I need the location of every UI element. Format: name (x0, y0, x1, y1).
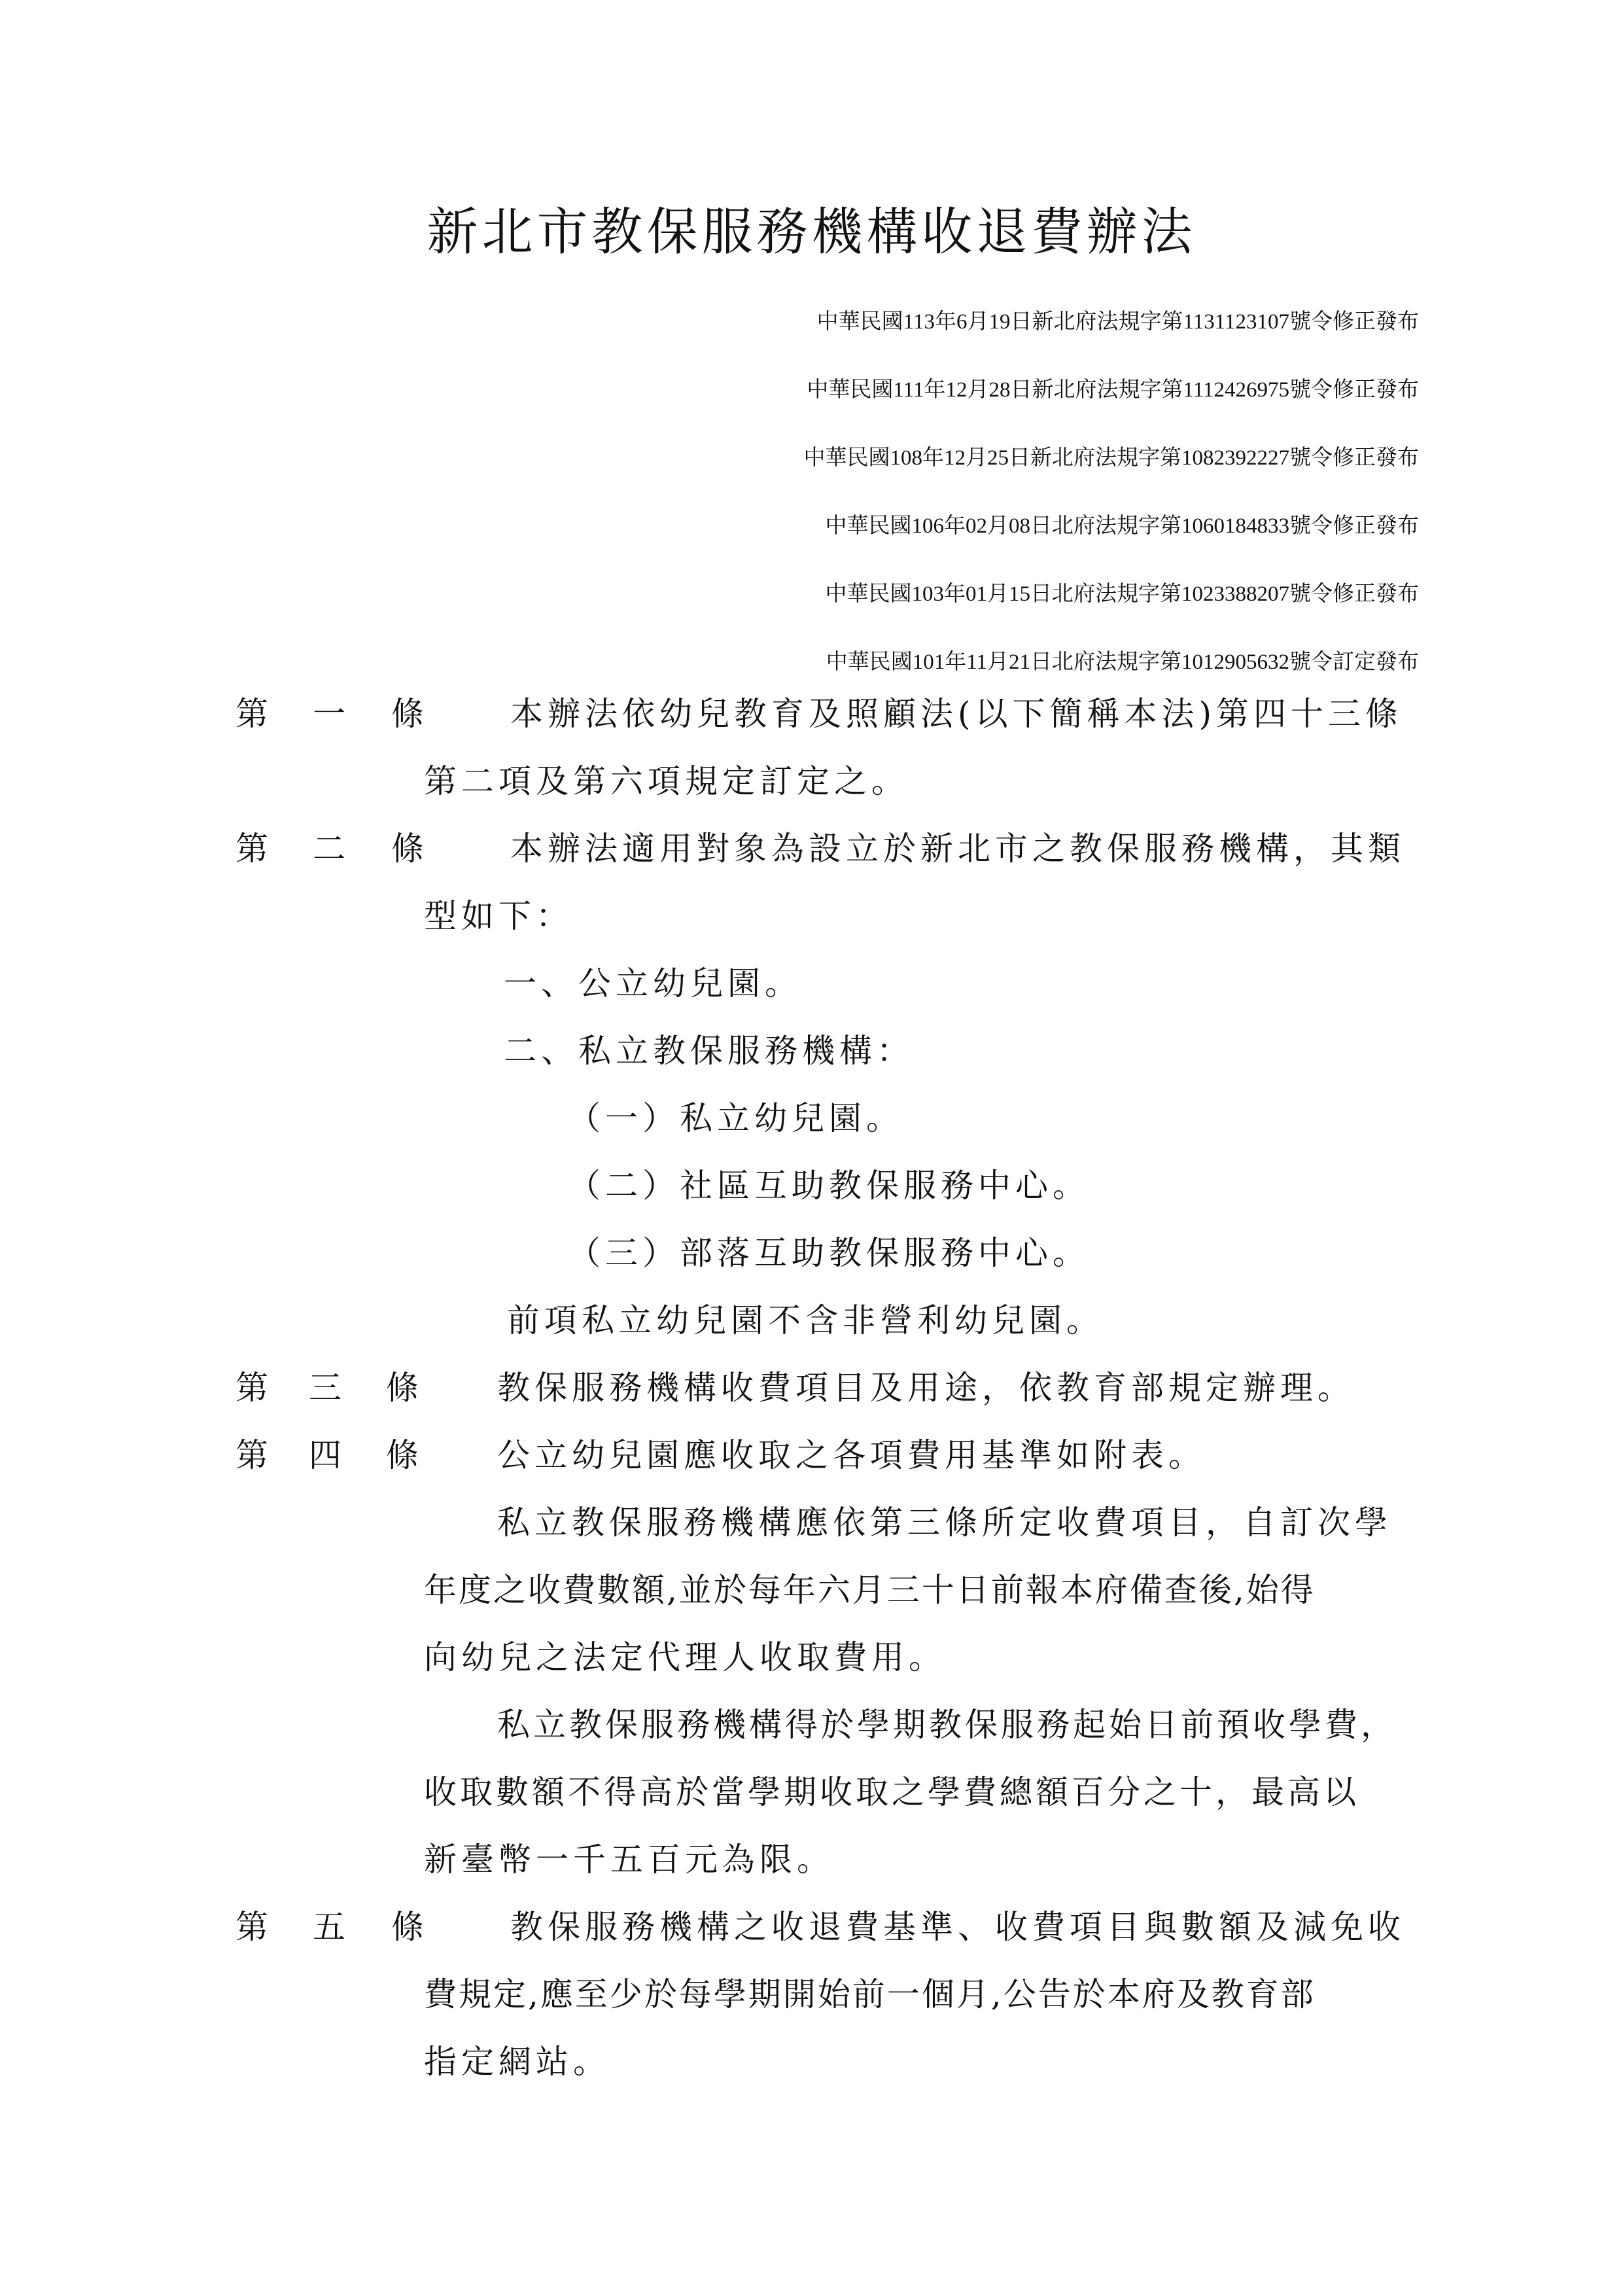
article-text: 公立幼兒園應收取之各項費用基準如附表。 (497, 1436, 1206, 1474)
article-label-num: 四 (309, 1436, 346, 1474)
article-text: 指定網站。 (424, 2043, 610, 2081)
article-label-di: 第 (236, 1908, 273, 1946)
article-label-di: 第 (236, 695, 273, 733)
article-text: 第二項及第六項規定訂定之。 (424, 762, 909, 800)
article-text: 型如下： (424, 897, 573, 935)
article-text: 收取數額不得高於當學期收取之學費總額百分之十，最高以 (424, 1773, 1359, 1811)
list-item: 二、私立教保服務機構： (504, 1032, 914, 1070)
article-label-num: 五 (313, 1908, 350, 1946)
list-item: 一、公立幼兒園。 (504, 964, 802, 1002)
article-label-num: 三 (309, 1369, 346, 1407)
article-text: 新臺幣一千五百元為限。 (424, 1841, 834, 1879)
article-text: 年度之收費數額,並於每年六月三十日前報本府備查後,始得 (424, 1571, 1316, 1609)
sub-list-item: （一）私立幼兒園。 (568, 1099, 903, 1137)
amendment-history (438, 288, 1419, 696)
document-title: 新北市教保服務機構收退費辦法 (427, 203, 1196, 262)
article-2-note (0, 1287, 1623, 1354)
article-2-item (0, 950, 1623, 1017)
article-label-tiao: 條 (386, 1436, 423, 1474)
article-4-para2 (0, 1489, 1623, 1557)
article-2-line (0, 815, 1623, 883)
article-2-item (0, 1017, 1623, 1085)
article-label-di: 第 (236, 1436, 273, 1474)
article-5-line (0, 1894, 1623, 1961)
article-1-line (0, 748, 1623, 815)
article-text: 教保服務機構收費項目及用途，依教育部規定辦理。 (497, 1369, 1355, 1407)
article-text: 私立教保服務機構得於學期教保服務起始日前預收學費， (497, 1706, 1397, 1744)
article-label-num: 一 (313, 695, 350, 733)
article-label-tiao: 條 (386, 1369, 423, 1407)
amendment-line: 中華民國106年02月08日北府法規字第1060184833號令修正發布 (825, 514, 1419, 538)
sub-list-item: （三）部落互助教保服務中心。 (568, 1234, 1090, 1272)
article-label-tiao: 條 (391, 695, 428, 733)
article-4-line (0, 1422, 1623, 1489)
article-label-num: 二 (313, 830, 350, 868)
article-4-para2 (0, 1624, 1623, 1691)
sub-list-item: （二）社區互助教保服務中心。 (568, 1167, 1090, 1205)
article-label-tiao: 條 (391, 830, 428, 868)
article-4-para3 (0, 1759, 1623, 1826)
article-text: 向幼兒之法定代理人收取費用。 (424, 1638, 946, 1676)
article-text: 本辦法適用對象為設立於新北市之教保服務機構，其類 (510, 830, 1405, 868)
article-label-tiao: 條 (391, 1908, 428, 1946)
article-2-subitem (0, 1152, 1623, 1220)
article-1-line (0, 680, 1623, 748)
article-3-line (0, 1354, 1623, 1422)
article-label-di: 第 (236, 830, 273, 868)
amendment-line: 中華民國111年12月28日新北府法規字第1112426975號令修正發布 (807, 378, 1419, 402)
article-5-line (0, 2028, 1623, 2096)
article-note: 前項私立幼兒園不含非營利幼兒園。 (507, 1301, 1104, 1339)
article-text: 私立教保服務機構應依第三條所定收費項目，自訂次學 (497, 1504, 1392, 1542)
article-label-di: 第 (236, 1369, 273, 1407)
article-2-subitem (0, 1220, 1623, 1287)
article-5-line (0, 1961, 1623, 2028)
article-text: 費規定,應至少於每學期開始前一個月,公告於本府及教育部 (424, 1975, 1316, 2013)
amendment-line: 中華民國108年12月25日新北府法規字第1082392227號令修正發布 (803, 446, 1419, 470)
article-4-para3 (0, 1826, 1623, 1894)
article-4-para2 (0, 1557, 1623, 1624)
article-text: 本辦法依幼兒教育及照顧法(以下簡稱本法)第四十三條 (510, 695, 1403, 733)
amendment-line: 中華民國101年11月21日北府法規字第1012905632號令訂定發布 (826, 650, 1419, 674)
article-4-para3 (0, 1691, 1623, 1759)
article-2-subitem (0, 1085, 1623, 1152)
article-text: 教保服務機構之收退費基準、收費項目與數額及減免收 (510, 1908, 1405, 1946)
articles (0, 680, 1623, 2096)
amendment-line: 中華民國113年6月19日新北府法規字第1131123107號令修正發布 (816, 310, 1419, 334)
amendment-line: 中華民國103年01月15日北府法規字第1023388207號令修正發布 (825, 582, 1419, 606)
article-2-line (0, 883, 1623, 950)
